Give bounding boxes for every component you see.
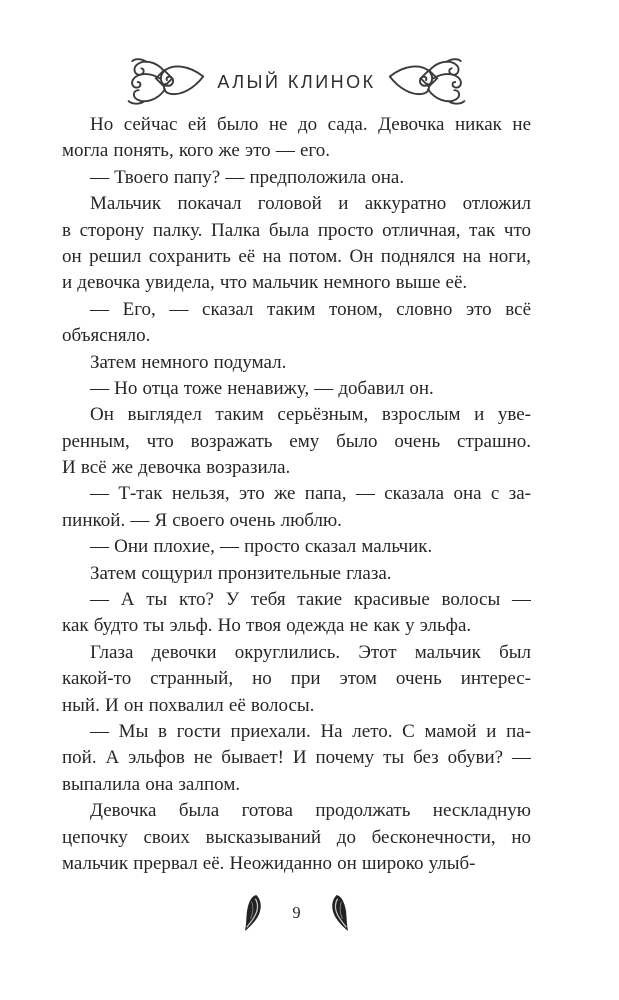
filigree-flourish-icon xyxy=(125,57,205,107)
text-line: могла понять, кого же это — его. xyxy=(62,140,330,162)
text-line: как будто ты эльф. Но твоя одежда не как у эльфа. xyxy=(62,615,472,637)
text-line: Девочка была готова продолжать нескладную xyxy=(90,800,531,822)
paragraph xyxy=(62,719,531,798)
text-line: — Они плохие, — просто сказал мальчик. xyxy=(90,536,433,558)
text-line: И всё же девочка возразила. xyxy=(62,457,291,479)
text-line: — Т-так нельзя, это же папа, — сказала она с за- xyxy=(90,483,531,505)
text-line: — Твоего папу? — предположила она. xyxy=(90,166,405,188)
running-header xyxy=(62,56,531,108)
paragraph xyxy=(62,112,531,165)
text-line: в сторону палку. Палка была просто отличная, так что xyxy=(62,219,531,241)
text-line: мальчик прервал её. Неожиданно он широко улыб- xyxy=(62,852,476,874)
text-line: — А ты кто? У тебя такие красивые волосы — xyxy=(90,589,531,611)
paragraph xyxy=(62,798,531,877)
chapter-title: АЛЫЙ КЛИНОК xyxy=(217,71,376,92)
text-line: — Мы в гости приехали. На лето. С мамой и па- xyxy=(90,720,531,742)
text-line: ренным, что возражать ему было очень страшно. xyxy=(62,430,531,452)
text-line: Он выглядел таким серьёзным, взрослым и уве- xyxy=(90,404,531,426)
text-line: и девочка увидела, что мальчик немного выше её. xyxy=(62,272,468,294)
paragraph xyxy=(62,587,531,640)
teardrop-leaf-icon xyxy=(242,894,263,932)
paragraph xyxy=(62,297,531,350)
text-line: выпалила она залпом. xyxy=(62,773,241,795)
text-line: — Его, — сказал таким тоном, словно это всё xyxy=(90,298,531,320)
paragraph xyxy=(62,640,531,719)
page-number: 9 xyxy=(292,903,301,922)
text-line: Глаза девочки округлились. Этот мальчик был xyxy=(90,641,531,663)
paragraph xyxy=(62,402,531,481)
text-line: Затем немного подумал. xyxy=(90,351,287,373)
text-line: Мальчик покачал головой и аккуратно отложил xyxy=(90,193,531,215)
text-line: он решил сохранить её на потом. Он поднялся на ноги, xyxy=(62,245,531,267)
paragraph xyxy=(62,376,531,402)
text-line: какой-то странный, но при этом очень интерес- xyxy=(62,668,531,690)
paragraph xyxy=(62,481,531,534)
paragraph xyxy=(62,561,531,587)
text-line: Но сейчас ей было не до сада. Девочка никак не xyxy=(90,114,531,135)
text-line: цепочку своих высказываний до бесконечности, но xyxy=(62,826,531,848)
filigree-flourish-icon-mirrored xyxy=(388,57,468,107)
paragraph xyxy=(62,534,531,560)
text-line: Затем сощурил пронзительные глаза. xyxy=(90,562,392,584)
text-line: пой. А эльфов не бывает! И почему ты без обуви? — xyxy=(62,747,531,769)
page-footer xyxy=(62,892,531,934)
text-line: ный. И он похвалил её волосы. xyxy=(62,694,315,716)
page-text xyxy=(62,112,531,877)
text-line: объясняло. xyxy=(62,325,151,347)
paragraph xyxy=(62,350,531,376)
teardrop-leaf-icon-mirrored xyxy=(330,894,351,932)
text-line: — Но отца тоже ненавижу, — добавил он. xyxy=(90,377,434,399)
text-line: пинкой. — Я своего очень люблю. xyxy=(62,509,342,531)
paragraph xyxy=(62,165,531,191)
paragraph xyxy=(62,191,531,297)
